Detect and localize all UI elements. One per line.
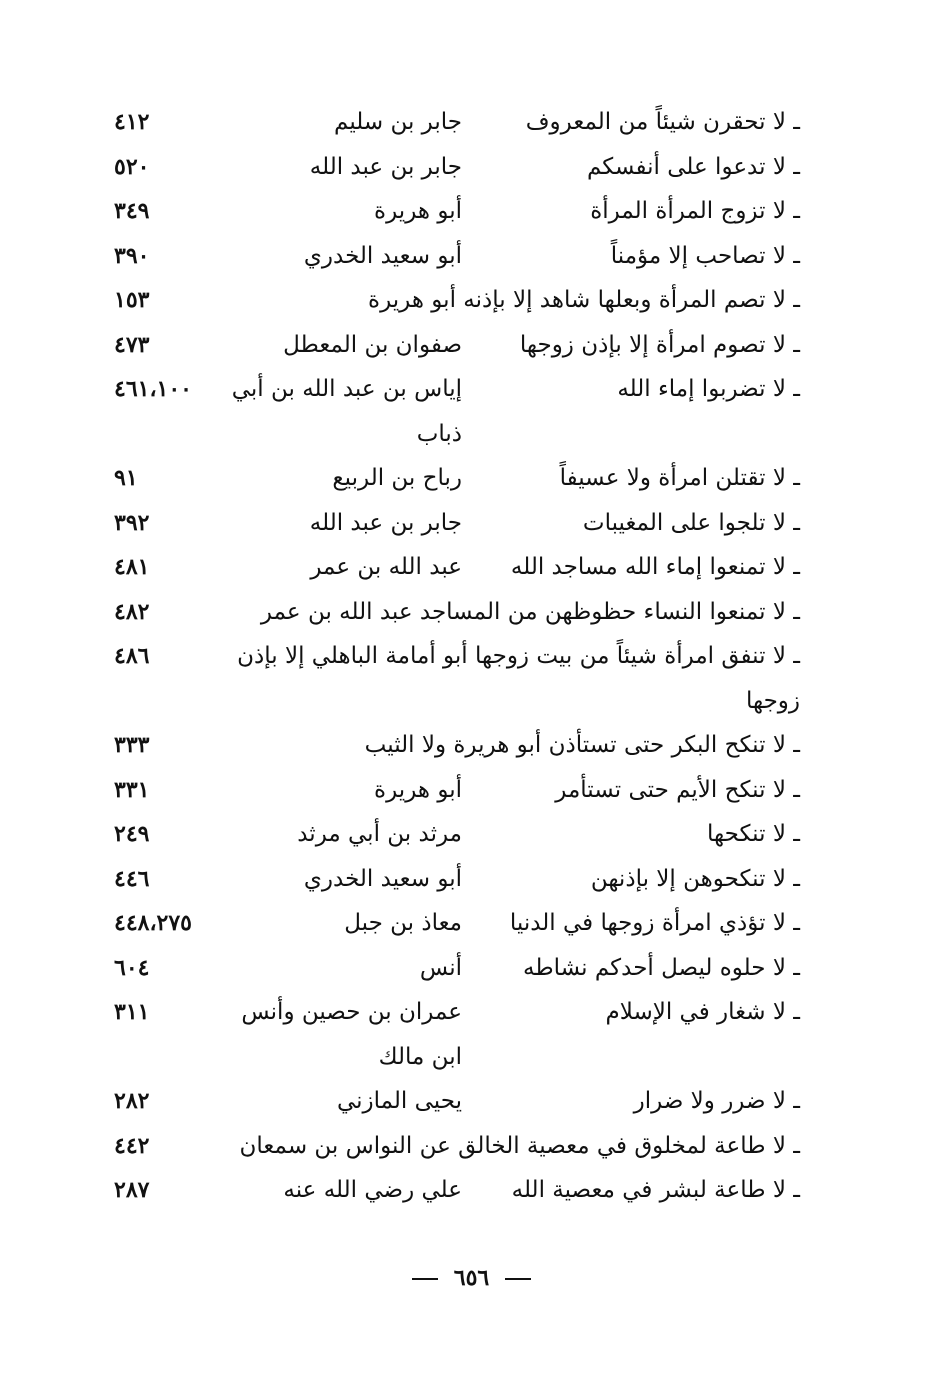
- index-entry: [100, 545, 800, 590]
- narrator-name: أبو هريرة: [374, 198, 462, 224]
- hadith-text: ـ لا طاعة لمخلوق في معصية الخالق عن النواس بن سمعان: [239, 1132, 800, 1159]
- page-references: ٤١٢: [114, 109, 150, 135]
- page-references: ٤٨٦: [114, 643, 150, 669]
- page-number: ٦٥٦: [453, 1265, 490, 1291]
- narrator-name: جابر بن سليم: [334, 109, 462, 135]
- index-entry: [100, 323, 800, 368]
- narrator-name: مرثد بن أبي مرثد: [297, 821, 462, 847]
- page-references: ٤٨١: [114, 554, 150, 580]
- hadith-text: ـ لا تؤذي امرأة زوجها في الدنيا: [509, 910, 800, 936]
- index-entry: [100, 946, 800, 991]
- index-entry: [100, 634, 800, 723]
- hadith-text: ـ لا طاعة لبشر في معصية الله: [511, 1177, 800, 1203]
- narrator-name: صفوان بن المعطل: [283, 331, 462, 358]
- index-entry: [100, 278, 800, 323]
- hadith-index-list: [100, 100, 800, 1213]
- narrator-name: عمران بن حصين وأنس ابن مالك: [241, 999, 462, 1070]
- page-references: ١٥٣: [114, 287, 150, 313]
- index-entry: [100, 590, 800, 635]
- index-entry: [100, 234, 800, 279]
- hadith-text: ـ لا تقتلن امرأة ولا عسيفاً: [559, 465, 800, 491]
- narrator-name: علي رضي الله عنه: [283, 1177, 462, 1203]
- hadith-text: ـ لا تحقرن شيئاً من المعروف: [525, 109, 800, 135]
- narrator-name: أبو هريرة: [374, 776, 462, 803]
- narrator-name: أنس: [419, 954, 462, 981]
- index-entry: [100, 901, 800, 946]
- page-references: ٦٠٤: [114, 954, 150, 981]
- index-entry: [100, 1124, 800, 1169]
- index-entry: [100, 812, 800, 857]
- index-entry: [100, 367, 800, 456]
- hadith-text: ـ لا تصوم امرأة إلا بإذن زوجها: [519, 331, 800, 358]
- page-references: ٣٣١: [114, 776, 150, 803]
- index-entry: [100, 189, 800, 234]
- page-references: ٢٤٩: [114, 821, 150, 847]
- index-entry: [100, 768, 800, 813]
- index-entry: [100, 456, 800, 501]
- page-references: ٣٩٢: [114, 509, 150, 536]
- page-references: ٤٤٢: [114, 1132, 150, 1159]
- hadith-text: ـ لا تزوج المرأة المرأة: [590, 198, 800, 224]
- narrator-name: جابر بن عبد الله: [309, 153, 462, 180]
- page-references: ٤٤٨،٢٧٥: [114, 910, 192, 936]
- narrator-name: عبد الله بن عمر: [310, 554, 462, 580]
- narrator-name: رباح بن الربيع: [332, 465, 462, 491]
- page-references: ٢٨٧: [114, 1177, 150, 1203]
- page-references: ٩١: [114, 465, 138, 491]
- index-entry: [100, 857, 800, 902]
- narrator-name: يحيى المازني: [336, 1088, 462, 1114]
- narrator-name: جابر بن عبد الله: [309, 509, 462, 536]
- narrator-name: أبو سعيد الخدري: [303, 242, 462, 269]
- index-entry: [100, 501, 800, 546]
- narrator-name: معاذ بن جبل: [344, 910, 462, 936]
- page-number-footer: [0, 1265, 943, 1291]
- page-references: ٣١١: [114, 999, 150, 1025]
- page-references: ٤٦١،١٠٠: [114, 376, 192, 402]
- hadith-text: ـ لا تلجوا على المغيبات: [582, 509, 800, 536]
- hadith-text: ـ لا ضرر ولا ضرار: [633, 1088, 800, 1114]
- hadith-text: ـ لا تنكحها: [707, 821, 800, 847]
- index-entry: [100, 1168, 800, 1213]
- index-entry: [100, 100, 800, 145]
- page-references: ٣٤٩: [114, 198, 150, 224]
- index-entry: [100, 723, 800, 768]
- page-references: ٥٢٠: [114, 153, 150, 180]
- hadith-text: ـ لا تضربوا إماء الله: [617, 376, 800, 402]
- hadith-text: ـ لا تنكح الأيم حتى تستأمر: [555, 776, 800, 803]
- page-references: ٤٧٣: [114, 331, 150, 358]
- page-references: ٣٩٠: [114, 242, 150, 269]
- footer-dash-left: [412, 1278, 438, 1280]
- hadith-text: ـ لا تصم المرأة وبعلها شاهد إلا بإذنه أبو هريرة: [368, 287, 800, 313]
- hadith-text: ـ لا تدعوا على أنفسكم: [586, 153, 800, 180]
- narrator-name: إياس بن عبد الله بن أبي ذباب: [231, 376, 462, 447]
- footer-dash-right: [505, 1278, 531, 1280]
- hadith-text: ـ لا شغار في الإسلام: [605, 999, 800, 1025]
- index-entry: [100, 1079, 800, 1124]
- hadith-text: ـ لا تنفق امرأة شيئاً من بيت زوجها أبو أمامة الباهلي إلا بإذن زوجها: [237, 643, 800, 714]
- page-references: ٤٤٦: [114, 865, 150, 892]
- hadith-text: ـ لا تنكحوهن إلا بإذنهن: [590, 865, 800, 892]
- hadith-text: ـ لا تصاحب إلا مؤمناً: [610, 242, 800, 269]
- page-references: ٣٣٣: [114, 732, 150, 758]
- page-references: ٢٨٢: [114, 1088, 150, 1114]
- hadith-text: ـ لا تمنعوا النساء حظوظهن من المساجد عبد الله بن عمر: [260, 598, 800, 625]
- index-entry: [100, 990, 800, 1079]
- hadith-text: ـ لا حلوه ليصل أحدكم نشاطه: [523, 954, 800, 981]
- page-references: ٤٨٢: [114, 598, 150, 625]
- index-entry: [100, 145, 800, 190]
- narrator-name: أبو سعيد الخدري: [303, 865, 462, 892]
- hadith-text: ـ لا تمنعوا إماء الله مساجد الله: [510, 554, 800, 580]
- hadith-text: ـ لا تنكح البكر حتى تستأذن أبو هريرة ولا الثيب: [364, 732, 800, 758]
